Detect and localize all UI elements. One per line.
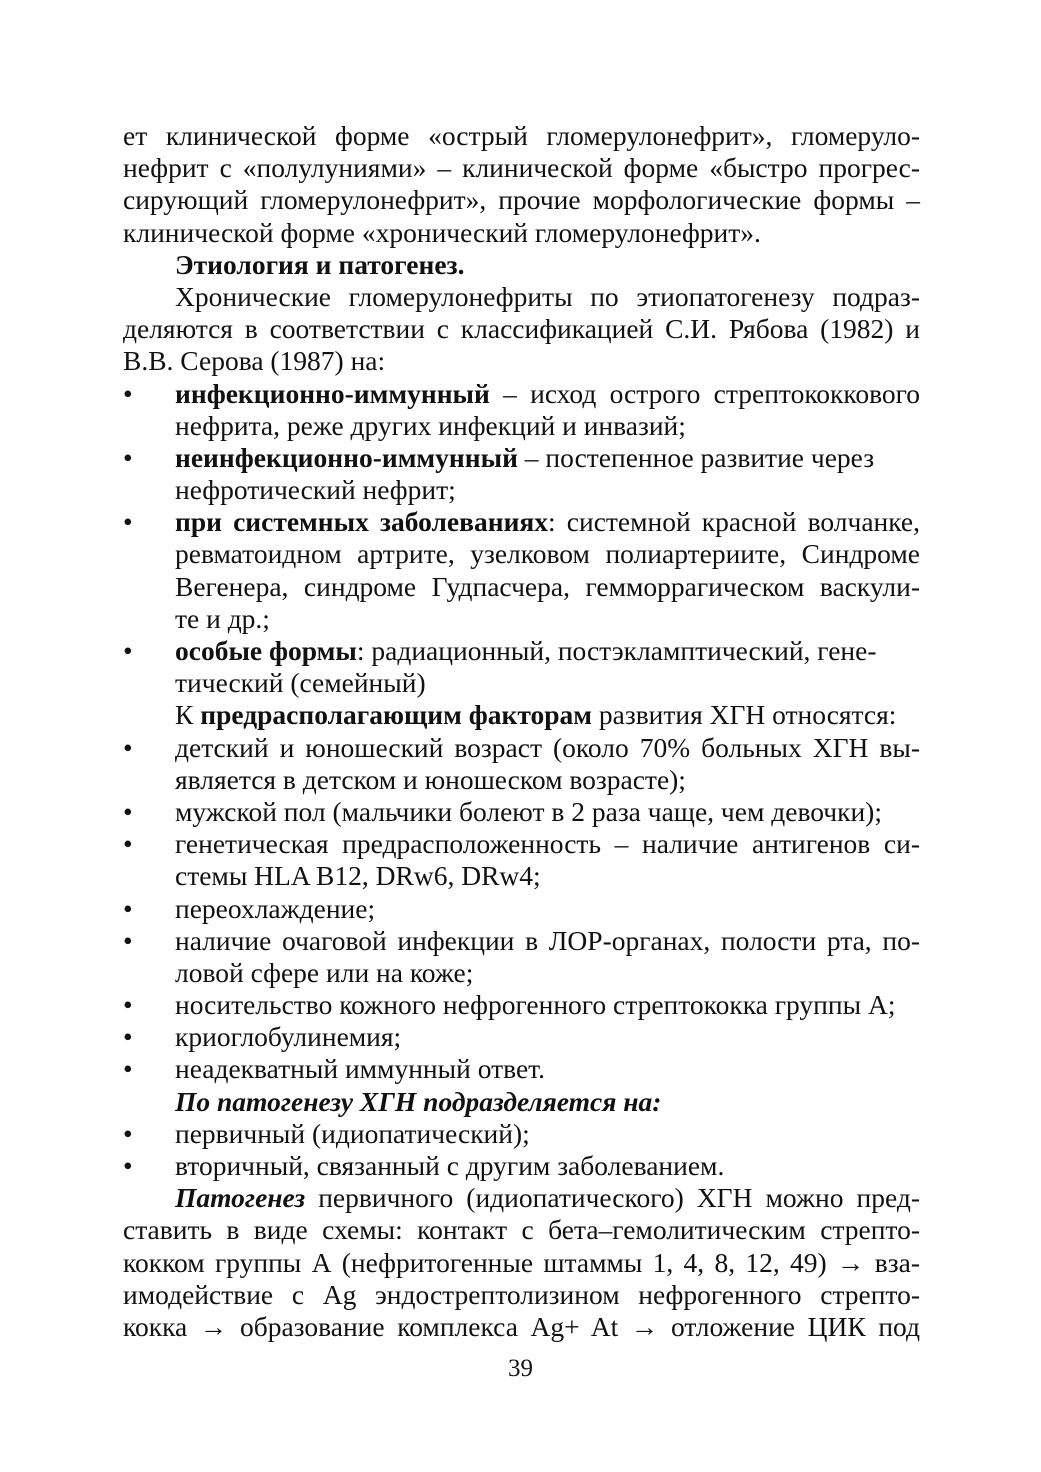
- page-body: [123, 120, 920, 1343]
- types-list: [123, 378, 920, 700]
- list-item: • мужской пол (мальчики болеют в 2 раза чаще, чем девочки);: [123, 795, 882, 827]
- pathogenesis-paragraph: Патогенез первичного (идиопатического) ХГН можно пред- ставить в виде схемы: контакт с бета–гемолитическим стрепто- кокком группы А (нефритогенные штаммы 1, 4, 8, 12, 49) → вза- имодействие с Ag эндострептолизином нефрогенного стрепто- кокка → образование комплекса Ag+ At → отложение ЦИК под: [123, 1182, 920, 1342]
- text-line: те и др.;: [175, 602, 270, 634]
- text-line: ловой сфере или на коже;: [175, 956, 474, 988]
- term: Патогенез: [175, 1182, 306, 1214]
- list-item: • наличие очаговой инфекции в ЛОР-органах, полости рта, по- ловой сфере или на коже;: [123, 924, 920, 988]
- list-item: • неадекватный иммунный ответ.: [123, 1053, 545, 1085]
- heading-text: Этиология и патогенез.: [175, 248, 465, 280]
- bullet-icon: •: [123, 377, 133, 409]
- text-line: ставить в виде схемы: контакт с бета–гемолитическим стрепто-: [123, 1214, 920, 1246]
- term: предрасполагающим факторам: [200, 699, 592, 731]
- text-line: Хронические гломерулонефриты по этиопатогенезу подраз-: [175, 280, 920, 312]
- bullet-icon: •: [123, 989, 133, 1021]
- list-item: • детский и юношеский возраст (около 70% больных ХГН вы- является в детском и юношеском возрасте);: [123, 731, 920, 795]
- term: особые формы: [175, 635, 357, 666]
- text-line: тический (семейный): [175, 667, 426, 699]
- list-item: • криоглобулинемия;: [123, 1021, 402, 1053]
- pathogenesis-types-list: [123, 1118, 920, 1182]
- classification-paragraph: [123, 281, 920, 378]
- text-line: стемы HLA B12, DRw6, DRw4;: [175, 860, 541, 892]
- bullet-icon: •: [123, 892, 133, 924]
- text-line: ет клинической форме «острый гломерулонефрит», гломеруло-: [123, 120, 920, 151]
- list-item: • особые формы: радиационный, постэкламптический, гене- тический (семейный): [123, 635, 920, 699]
- list-item: • инфекционно-иммунный – исход острого стрептококкового нефрита, реже других инфекций и инвазий;: [123, 377, 920, 441]
- term: инфекционно-иммунный: [175, 377, 490, 409]
- term: неинфекционно-иммунный: [175, 441, 518, 473]
- text-line: сирующий гломерулонефрит», прочие морфологические формы –: [123, 184, 920, 216]
- list-item: • вторичный, связанный с другим заболеванием.: [123, 1150, 725, 1181]
- heading-text: По патогенезу ХГН подразделяется на:: [175, 1085, 662, 1117]
- text-line: В.В. Серова (1987) на:: [123, 345, 386, 377]
- list-item: • при системных заболеваниях: системной красной волчанке, ревматоидном артрите, узелковом полиартериите, Синдроме Вегенера, синдроме Гудпасчера, гемморрагическом васкули- те и др.;: [123, 506, 920, 634]
- text-line: ревматоидном артрите, узелковом полиартериите, Синдроме: [175, 538, 920, 570]
- bullet-icon: •: [123, 731, 133, 763]
- text-line: является в детском и юношеском возрасте);: [175, 763, 686, 795]
- text-line: кокком группы А (нефритогенные штаммы 1, 4, 8, 12, 49) → вза-: [123, 1246, 920, 1278]
- text-line: Вегенера, синдроме Гудпасчера, гемморрагическом васкули-: [175, 570, 920, 602]
- bullet-icon: •: [123, 1053, 133, 1085]
- bullet-icon: •: [123, 795, 133, 827]
- term: при системных заболеваниях: [175, 506, 549, 538]
- text-line: нефрита, реже других инфекций и инвазий;: [175, 409, 686, 441]
- bullet-icon: •: [123, 1150, 133, 1181]
- page-number: 39: [508, 1355, 533, 1382]
- text-line: имодействие с Ag эндострептолизином нефрогенного стрепто-: [123, 1278, 920, 1310]
- bullet-icon: •: [123, 1117, 133, 1149]
- factors-list: [123, 732, 920, 1086]
- section-heading-etiology: [123, 249, 920, 281]
- bullet-icon: •: [123, 924, 133, 956]
- bullet-icon: •: [123, 441, 133, 473]
- bullet-icon: •: [123, 635, 133, 666]
- bullet-icon: •: [123, 828, 133, 860]
- list-item: • неинфекционно-иммунный – постепенное развитие через нефротический нефрит;: [123, 442, 920, 506]
- bullet-icon: •: [123, 506, 133, 538]
- list-item: • переохлаждение;: [123, 892, 376, 924]
- list-item: • генетическая предрасположенность – наличие антигенов си- стемы HLA B12, DRw6, DRw4;: [123, 828, 920, 892]
- text-line: кокка → образование комплекса Ag+ At → отложение ЦИК под: [123, 1310, 920, 1342]
- text-line: нефрит с «полулуниями» – клинической форме «быстро прогрес-: [123, 152, 920, 184]
- list-item: • носительство кожного нефрогенного стрептококка группы А;: [123, 989, 896, 1021]
- section-heading-pathogenesis: [123, 1086, 920, 1118]
- bullet-icon: •: [123, 1021, 133, 1053]
- text-line: клинической форме «хронический гломерулонефрит».: [123, 216, 761, 248]
- list-item: • первичный (идиопатический);: [123, 1117, 530, 1149]
- text-line: деляются в соответствии с классификацией С.И. Рябова (1982) и: [123, 313, 920, 345]
- text-line: нефротический нефрит;: [175, 474, 456, 506]
- predisposing-intro: К предрасполагающим факторам развития ХГН относятся:: [175, 699, 897, 731]
- intro-paragraph: [123, 120, 920, 249]
